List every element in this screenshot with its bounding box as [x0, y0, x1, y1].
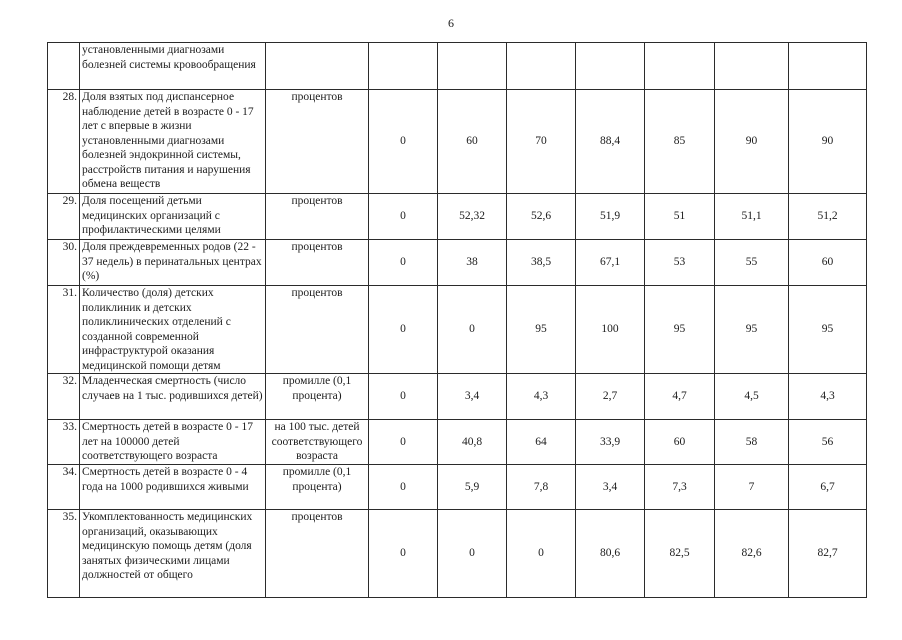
value-cell: 90	[789, 90, 867, 194]
value-cell: 5,9	[438, 465, 507, 510]
value-cell: 60	[789, 240, 867, 286]
value-cell	[438, 43, 507, 90]
row-number-cell: 28.	[48, 90, 80, 194]
indicator-name-cell: Смертность детей в возрасте 0 - 4 года на 1000 родившихся живыми	[80, 465, 266, 510]
value-cell: 60	[438, 90, 507, 194]
table-row	[48, 240, 867, 286]
value-cell: 38	[438, 240, 507, 286]
value-cell: 0	[369, 465, 438, 510]
value-cell: 7,3	[645, 465, 715, 510]
indicator-name-cell: Младенческая смертность (число случаев на 1 тыс. родившихся детей)	[80, 374, 266, 420]
table-row	[48, 420, 867, 465]
value-cell: 3,4	[576, 465, 645, 510]
value-cell: 58	[715, 420, 789, 465]
value-cell: 4,3	[789, 374, 867, 420]
row-number-cell: 33.	[48, 420, 80, 465]
row-number-cell: 34.	[48, 465, 80, 510]
value-cell	[645, 43, 715, 90]
value-cell: 4,3	[507, 374, 576, 420]
value-cell: 0	[369, 90, 438, 194]
indicator-name-cell: Доля преждевременных родов (22 - 37 недель) в перинатальных центрах (%)	[80, 240, 266, 286]
value-cell: 53	[645, 240, 715, 286]
unit-cell: процентов	[266, 240, 369, 286]
value-cell: 0	[369, 286, 438, 374]
value-cell: 0	[507, 510, 576, 598]
value-cell: 70	[507, 90, 576, 194]
value-cell: 3,4	[438, 374, 507, 420]
unit-cell: процентов	[266, 286, 369, 374]
value-cell: 6,7	[789, 465, 867, 510]
value-cell: 60	[645, 420, 715, 465]
value-cell: 38,5	[507, 240, 576, 286]
unit-cell: процентов	[266, 510, 369, 598]
value-cell: 85	[645, 90, 715, 194]
value-cell: 95	[789, 286, 867, 374]
value-cell: 0	[369, 510, 438, 598]
value-cell: 40,8	[438, 420, 507, 465]
value-cell: 0	[438, 510, 507, 598]
value-cell	[369, 43, 438, 90]
value-cell: 56	[789, 420, 867, 465]
table-row-continuation	[48, 43, 867, 90]
value-cell: 55	[715, 240, 789, 286]
value-cell: 64	[507, 420, 576, 465]
value-cell: 2,7	[576, 374, 645, 420]
indicator-name-cell: Смертность детей в возрасте 0 - 17 лет на 100000 детей соответствующего возраста	[80, 420, 266, 465]
row-number-cell: 29.	[48, 194, 80, 240]
row-number-cell: 35.	[48, 510, 80, 598]
value-cell: 82,7	[789, 510, 867, 598]
value-cell	[789, 43, 867, 90]
table-row	[48, 374, 867, 420]
table-row	[48, 286, 867, 374]
indicators-table-body	[48, 43, 867, 598]
value-cell: 95	[507, 286, 576, 374]
unit-cell: на 100 тыс. детей соответствующего возраста	[266, 420, 369, 465]
page-number: 6	[448, 16, 454, 30]
indicator-name-cell: Количество (доля) детских поликлиник и детских поликлинических отделений с созданной современной инфраструктурой оказания медицинской помощи детям	[80, 286, 266, 374]
value-cell: 82,6	[715, 510, 789, 598]
value-cell: 52,6	[507, 194, 576, 240]
table-row	[48, 465, 867, 510]
value-cell: 7	[715, 465, 789, 510]
value-cell: 51,1	[715, 194, 789, 240]
indicators-table	[47, 42, 867, 598]
value-cell: 82,5	[645, 510, 715, 598]
value-cell: 90	[715, 90, 789, 194]
unit-cell: процентов	[266, 194, 369, 240]
value-cell: 0	[369, 194, 438, 240]
value-cell: 51,2	[789, 194, 867, 240]
value-cell: 0	[438, 286, 507, 374]
row-number-cell	[48, 43, 80, 90]
table-row	[48, 90, 867, 194]
value-cell: 4,5	[715, 374, 789, 420]
table-row	[48, 510, 867, 598]
indicator-name-cell: Укомплектованность медицинских организаций, оказывающих медицинскую помощь детям (доля занятых физическими лицами должностей от общего	[80, 510, 266, 598]
value-cell	[715, 43, 789, 90]
unit-cell: промилле (0,1 процента)	[266, 374, 369, 420]
value-cell: 0	[369, 374, 438, 420]
value-cell: 88,4	[576, 90, 645, 194]
indicator-name-cell: Доля посещений детьми медицинских организаций с профилактическими целями	[80, 194, 266, 240]
value-cell: 33,9	[576, 420, 645, 465]
value-cell: 67,1	[576, 240, 645, 286]
value-cell: 51	[645, 194, 715, 240]
value-cell: 52,32	[438, 194, 507, 240]
row-number-cell: 32.	[48, 374, 80, 420]
unit-cell: промилле (0,1 процента)	[266, 465, 369, 510]
indicator-name-cell: Доля взятых под диспансерное наблюдение детей в возрасте 0 - 17 лет с впервые в жизни установленными диагнозами болезней эндокринной системы, расстройств питания и нарушения обмена веществ	[80, 90, 266, 194]
row-number-cell: 31.	[48, 286, 80, 374]
value-cell	[576, 43, 645, 90]
value-cell: 100	[576, 286, 645, 374]
value-cell: 0	[369, 240, 438, 286]
unit-cell: процентов	[266, 90, 369, 194]
value-cell	[507, 43, 576, 90]
value-cell: 7,8	[507, 465, 576, 510]
value-cell: 4,7	[645, 374, 715, 420]
value-cell: 95	[715, 286, 789, 374]
row-number-cell: 30.	[48, 240, 80, 286]
value-cell: 95	[645, 286, 715, 374]
table-row	[48, 194, 867, 240]
value-cell: 80,6	[576, 510, 645, 598]
indicator-name-cell: установленными диагнозами болезней системы кровообращения	[80, 43, 266, 90]
unit-cell	[266, 43, 369, 90]
value-cell: 51,9	[576, 194, 645, 240]
value-cell: 0	[369, 420, 438, 465]
